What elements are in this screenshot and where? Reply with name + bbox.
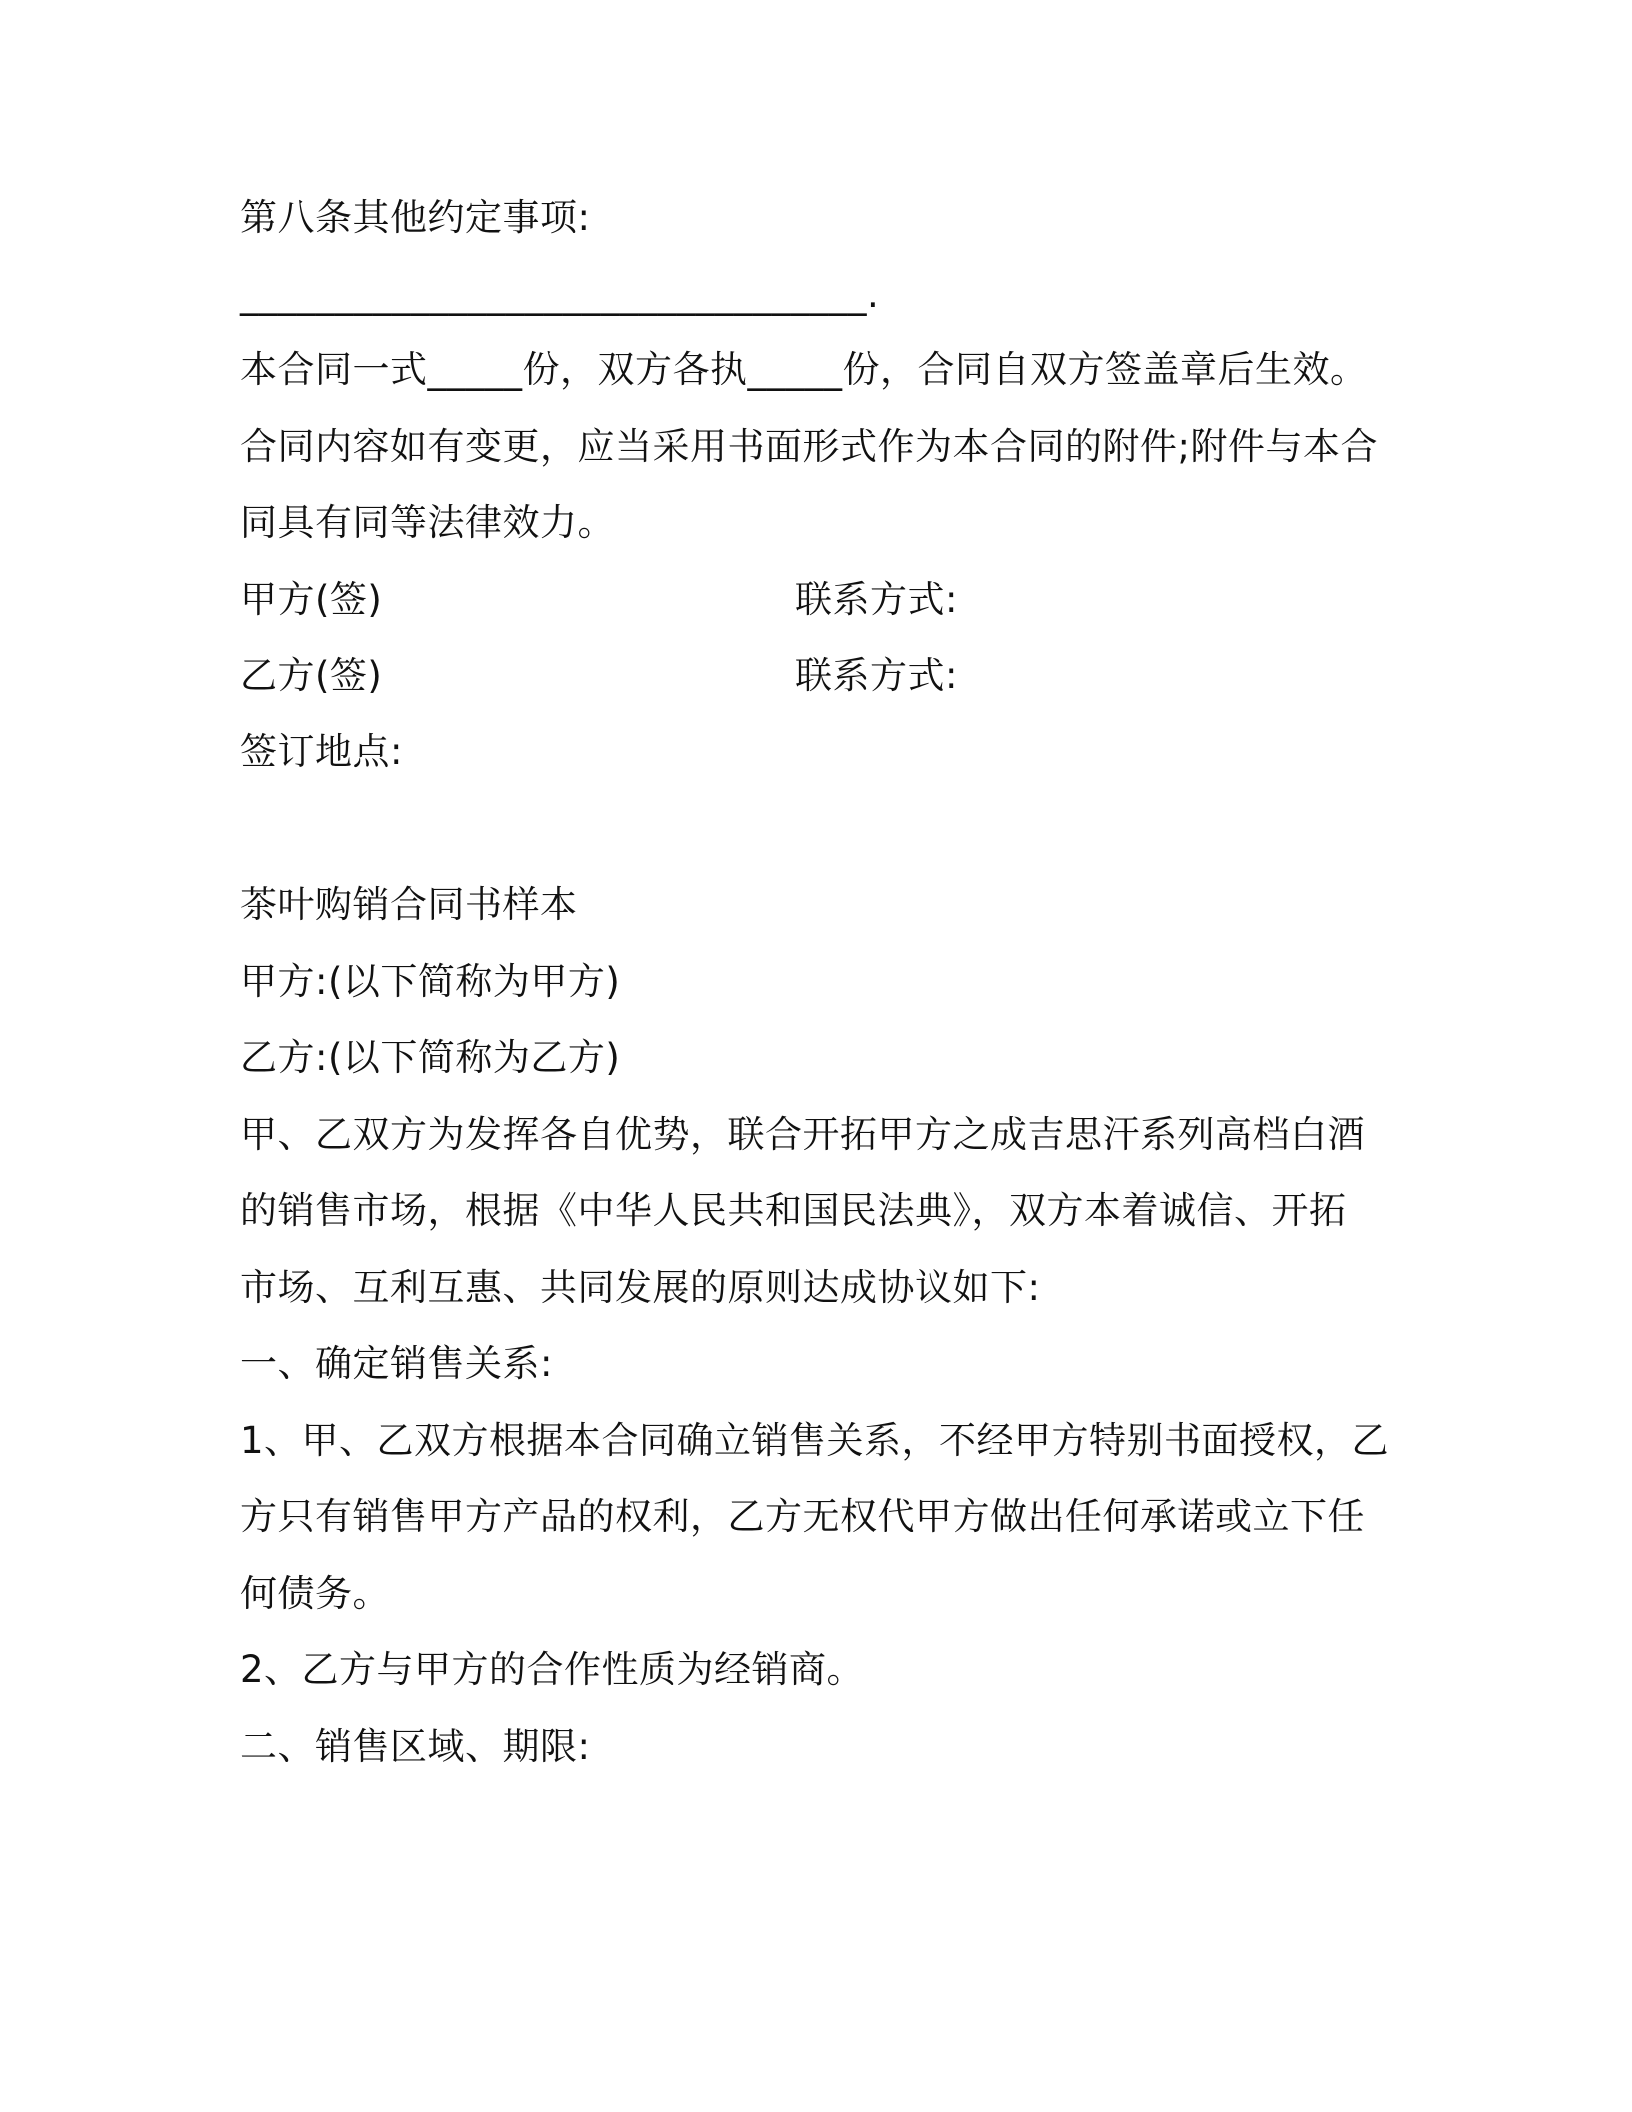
intro-line-1: 甲、乙双方为发挥各自优势，联合开拓甲方之成吉思汗系列高档白酒: [240, 1113, 1365, 1156]
copies-clause: 本合同一式_____份，双方各执_____份，合同自双方签盖章后生效。: [240, 348, 1368, 391]
article8-heading: 第八条其他约定事项:: [240, 196, 591, 239]
intro-line-3: 市场、互利互惠、共同发展的原则达成协议如下:: [240, 1266, 1041, 1309]
clause-1-line-1: 1、甲、乙双方根据本合同确立销售关系，不经甲方特别书面授权，乙: [240, 1419, 1390, 1462]
clause-1-line-2: 方只有销售甲方产品的权利，乙方无权代甲方做出任何承诺或立下任: [240, 1495, 1365, 1538]
party-b-contact: 联系方式:: [795, 654, 958, 697]
party-b-signature: 乙方(签): [240, 654, 383, 697]
party-b-definition: 乙方:(以下简称为乙方): [240, 1036, 621, 1079]
article8-blank-line: _________________________________.: [240, 273, 880, 316]
section-1-heading: 一、确定销售关系:: [240, 1342, 553, 1385]
signing-place: 签订地点:: [240, 730, 403, 773]
party-a-signature: 甲方(签): [240, 578, 383, 621]
intro-line-2: 的销售市场，根据《中华人民共和国民法典》，双方本着诚信、开拓: [240, 1189, 1347, 1232]
party-a-contact: 联系方式:: [795, 578, 958, 621]
clause-1-line-3: 何债务。: [240, 1572, 390, 1615]
changes-clause-line-1: 合同内容如有变更，应当采用书面形式作为本合同的附件;附件与本合: [240, 425, 1378, 468]
party-a-definition: 甲方:(以下简称为甲方): [240, 960, 621, 1003]
sample-title: 茶叶购销合同书样本: [240, 883, 578, 926]
section-2-heading: 二、销售区域、期限:: [240, 1725, 591, 1768]
clause-2: 2、乙方与甲方的合作性质为经销商。: [240, 1648, 865, 1691]
changes-clause-line-2: 同具有同等法律效力。: [240, 501, 615, 544]
